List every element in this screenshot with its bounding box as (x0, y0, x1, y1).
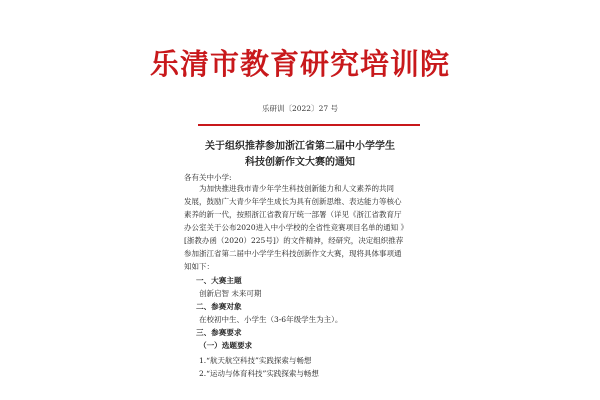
topic-item: 2.“运动与体育科技”实践探索与畅想 (199, 369, 319, 378)
section-heading-theme: 一、大赛主题 (196, 276, 242, 285)
notice-title-line-1: 关于组织推荐参加浙江省第二届中小学学生 (205, 141, 395, 152)
paragraph-line: 参加浙江省第二届中小学学生科技创新作文大赛，现将具体事项通 (184, 249, 402, 258)
sub-heading-topic: （一）选题要求 (199, 341, 253, 350)
topic-item: 1.“航天航空科技”实践探索与畅想 (199, 356, 312, 365)
paragraph-line: 发展，鼓励广大青少年学生成长为具有创新思维、表达能力等核心 (184, 197, 402, 206)
section-heading-participants: 二、参赛对象 (196, 302, 242, 311)
agency-name: 乐清市教育研究培训院 (149, 47, 450, 81)
notice-title-line-2: 科技创新作文大赛的通知 (245, 157, 355, 168)
section-text-theme: 创新启智 未来可期 (199, 289, 262, 298)
paragraph-line: [浙教办函（2020）225号]）的文件精神，经研究，决定组织推荐 (184, 236, 404, 245)
section-text-participants: 在校初中生、小学生（3-6年级学生为主）。 (199, 315, 343, 324)
paragraph-line: 办公室关于公布2020进入中小学校的全省性竞赛项目名单的通知 》 (184, 223, 408, 232)
paragraph-line: 知如下： (184, 262, 214, 271)
red-divider-line (198, 124, 420, 126)
document-number: 乐研训〔2022〕27 号 (261, 104, 338, 113)
paragraph-line: 素养的新一代，按照浙江省教育厅统一部署（详见《浙江省教育厅 (184, 210, 402, 219)
section-heading-requirements: 三、参赛要求 (196, 328, 242, 337)
salutation: 各有关中小学: (184, 173, 232, 182)
paragraph-line: 为加快推进我市青少年学生科技创新能力和人文素养的共同 (199, 184, 394, 193)
